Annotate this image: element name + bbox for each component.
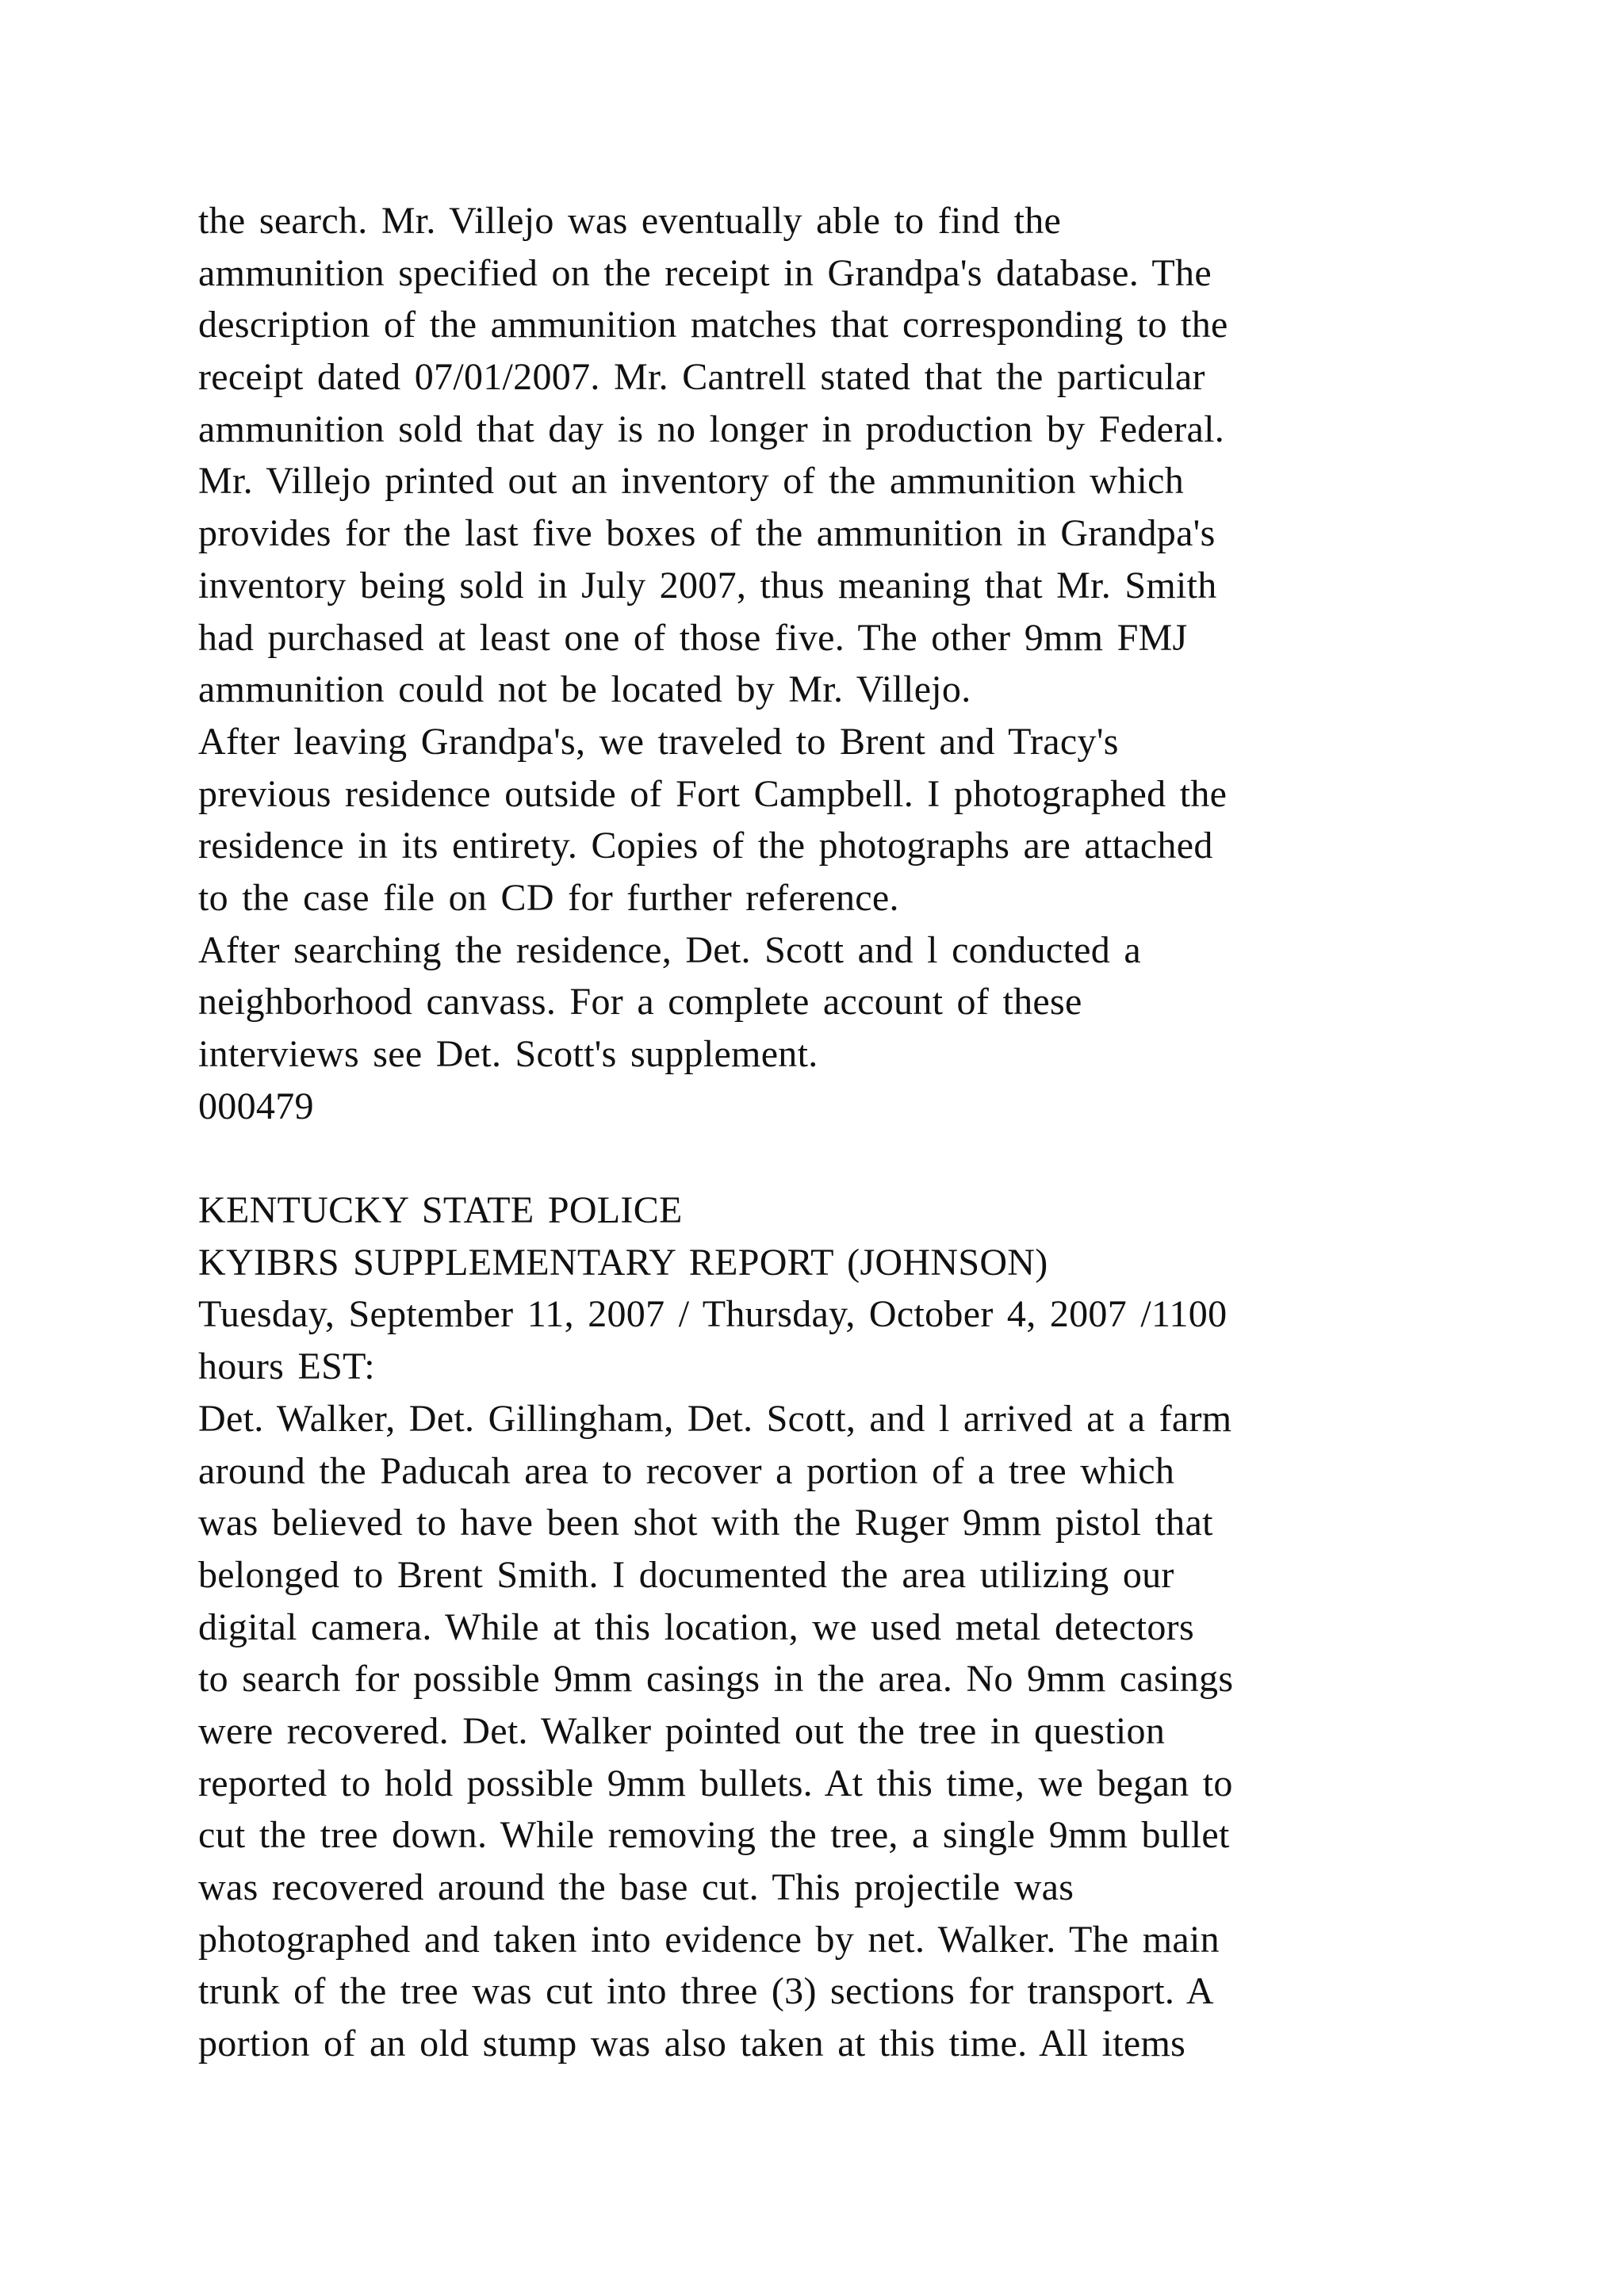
text-line: receipt dated 07/01/2007. Mr. Cantrell stated that the particular [198, 356, 1205, 399]
text-line: had purchased at least one of those five. The other 9mm FMJ [198, 616, 1188, 659]
text-line: ammunition specified on the receipt in Grandpa's database. The [198, 251, 1212, 294]
text-line: to the case file on CD for further reference. [198, 876, 899, 919]
report-heading: KYIBRS SUPPLEMENTARY REPORT (JOHNSON) [198, 1241, 1048, 1284]
text-line: ammunition sold that day is no longer in production by Federal. [198, 408, 1225, 450]
text-line: inventory being sold in July 2007, thus meaning that Mr. Smith [198, 564, 1217, 607]
text-line: were recovered. Det. Walker pointed out the tree in question [198, 1709, 1166, 1752]
text-line: After leaving Grandpa's, we traveled to Brent and Tracy's [198, 720, 1119, 763]
text-line: portion of an old stump was also taken at this time. All items [198, 2022, 1186, 2065]
text-line: Det. Walker, Det. Gillingham, Det. Scott, and l arrived at a farm [198, 1397, 1232, 1440]
text-line: photographed and taken into evidence by net. Walker. The main [198, 1918, 1220, 1961]
text-line: reported to hold possible 9mm bullets. At this time, we began to [198, 1762, 1233, 1804]
page-number: 000479 [198, 1085, 314, 1127]
text-line: Tuesday, September 11, 2007 / Thursday, October 4, 2007 /1100 [198, 1293, 1228, 1336]
text-line: residence in its entirety. Copies of the photographs are attached [198, 825, 1213, 867]
text-line: to search for possible 9mm casings in the area. No 9mm casings [198, 1658, 1234, 1701]
document-body [198, 195, 1467, 2070]
text-line: was recovered around the base cut. This projectile was [198, 1866, 1074, 1908]
text-line: neighborhood canvass. For a complete account of these [198, 981, 1082, 1024]
text-line: the search. Mr. Villejo was eventually able to find the [198, 200, 1062, 242]
text-line: After searching the residence, Det. Scott and l conducted a [198, 928, 1141, 971]
text-line: cut the tree down. While removing the tree, a single 9mm bullet [198, 1814, 1230, 1857]
text-line: Mr. Villejo printed out an inventory of the ammunition which [198, 460, 1185, 503]
text-line: interviews see Det. Scott's supplement. [198, 1033, 818, 1075]
text-line: provides for the last five boxes of the ammunition in Grandpa's [198, 512, 1216, 555]
text-line: description of the ammunition matches that corresponding to the [198, 304, 1228, 346]
text-line: hours EST: [198, 1345, 375, 1388]
text-line: trunk of the tree was cut into three (3) sections for transport. A [198, 1970, 1214, 2013]
text-line: around the Paducah area to recover a portion of a tree which [198, 1449, 1175, 1492]
text-line: previous residence outside of Fort Campbell. I photographed the [198, 772, 1228, 815]
blank-line [198, 1132, 1467, 1184]
text-line: belonged to Brent Smith. I documented the area utilizing our [198, 1553, 1174, 1596]
text-line: ammunition could not be located by Mr. Villejo. [198, 668, 971, 711]
text-line: digital camera. While at this location, we used metal detectors [198, 1605, 1194, 1648]
text-line: was believed to have been shot with the Ruger 9mm pistol that [198, 1502, 1213, 1544]
agency-heading: KENTUCKY STATE POLICE [198, 1189, 683, 1232]
